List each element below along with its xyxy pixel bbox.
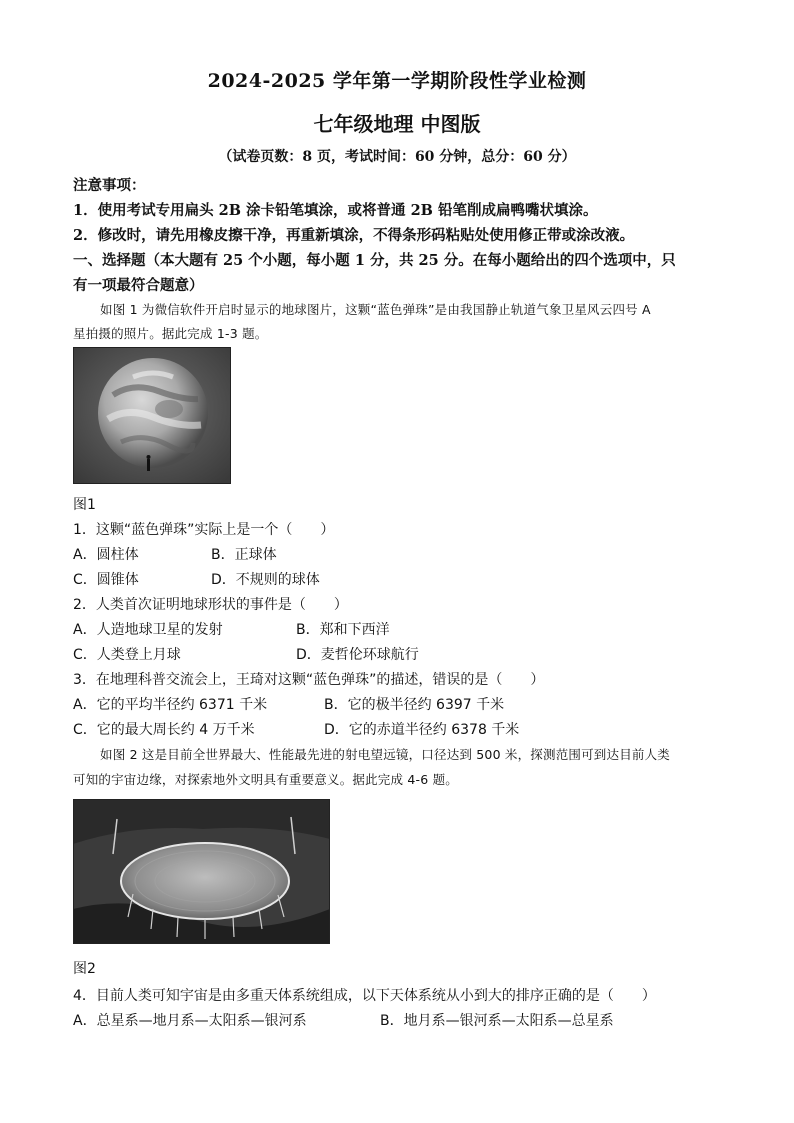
- q3-stem: 3．在地理科普交流会上，王琦对这颗“蓝色弹珠”的描述，错误的是（ ）: [73, 672, 545, 688]
- q3-option-b[interactable]: B．它的极半径约 6397 千米: [324, 697, 505, 713]
- q2-option-a[interactable]: A．人造地球卫星的发射: [73, 622, 223, 638]
- notes-heading: 注意事项：: [73, 177, 146, 194]
- passage2-line2: 可知的宇宙边缘，对探索地外文明具有重要意义。据此完成 4-6 题。: [73, 772, 458, 787]
- q4-option-a[interactable]: A．总星系—地月系—太阳系—银河系: [73, 1013, 307, 1029]
- earth-image: [73, 347, 231, 484]
- q2-option-c[interactable]: C．人类登上月球: [73, 647, 181, 663]
- section-heading-cont: 有一项最符合题意）: [73, 277, 204, 294]
- q2-option-d[interactable]: D．麦哲伦环球航行: [296, 647, 419, 663]
- q1-stem: 1．这颗“蓝色弹珠”实际上是一个（ ）: [73, 522, 335, 538]
- q2-option-b[interactable]: B．郑和下西洋: [296, 622, 390, 638]
- q1-option-d[interactable]: D．不规则的球体: [211, 572, 320, 588]
- exam-subject: 七年级地理 中图版: [313, 112, 481, 136]
- q1-option-a[interactable]: A．圆柱体: [73, 547, 139, 563]
- q1-option-c[interactable]: C．圆锥体: [73, 572, 139, 588]
- q3-option-d[interactable]: D．它的赤道半径约 6378 千米: [324, 722, 520, 738]
- q3-option-c[interactable]: C．它的最大周长约 4 万千米: [73, 722, 255, 738]
- exam-title: 2024-2025 学年第一学期阶段性学业检测: [207, 70, 587, 92]
- exam-info: （试卷页数：8 页，考试时间：60 分钟，总分：60 分）: [218, 149, 576, 165]
- passage1-line1: 如图 1 为微信软件开启时显示的地球图片，这颗“蓝色弹珠”是由我国静止轨道气象卫星风云四号 A: [100, 302, 651, 317]
- figure1-caption: 图1: [73, 497, 96, 513]
- q3-option-a[interactable]: A．它的平均半径约 6371 千米: [73, 697, 268, 713]
- q4-stem: 4．目前人类可知宇宙是由多重天体系统组成，以下天体系统从小到大的排序正确的是（ ）: [73, 988, 656, 1004]
- note-item-2: 2．修改时，请先用橡皮擦干净，再重新填涂，不得条形码粘贴处使用修正带或涂改液。: [73, 227, 635, 244]
- passage1-line2: 星拍摄的照片。据此完成 1-3 题。: [73, 326, 268, 341]
- telescope-image: [73, 799, 330, 944]
- telescope-photo: [73, 799, 330, 944]
- q2-stem: 2．人类首次证明地球形状的事件是（ ）: [73, 597, 348, 613]
- q4-option-b[interactable]: B．地月系—银河系—太阳系—总星系: [380, 1013, 614, 1029]
- figure2-caption: 图2: [73, 961, 96, 977]
- section-heading: 一、选择题（本大题有 25 个小题，每小题 1 分，共 25 分。在每小题给出的四个选项中，只: [73, 252, 676, 269]
- earth-photo: [73, 347, 231, 484]
- note-item-1: 1．使用考试专用扁头 2B 涂卡铅笔填涂，或将普通 2B 铅笔削成扁鸭嘴状填涂。: [73, 202, 598, 219]
- passage2-line1: 如图 2 这是目前全世界最大、性能最先进的射电望远镜，口径达到 500 米，探测范围可到达目前人类: [100, 747, 671, 762]
- q1-option-b[interactable]: B．正球体: [211, 547, 277, 563]
